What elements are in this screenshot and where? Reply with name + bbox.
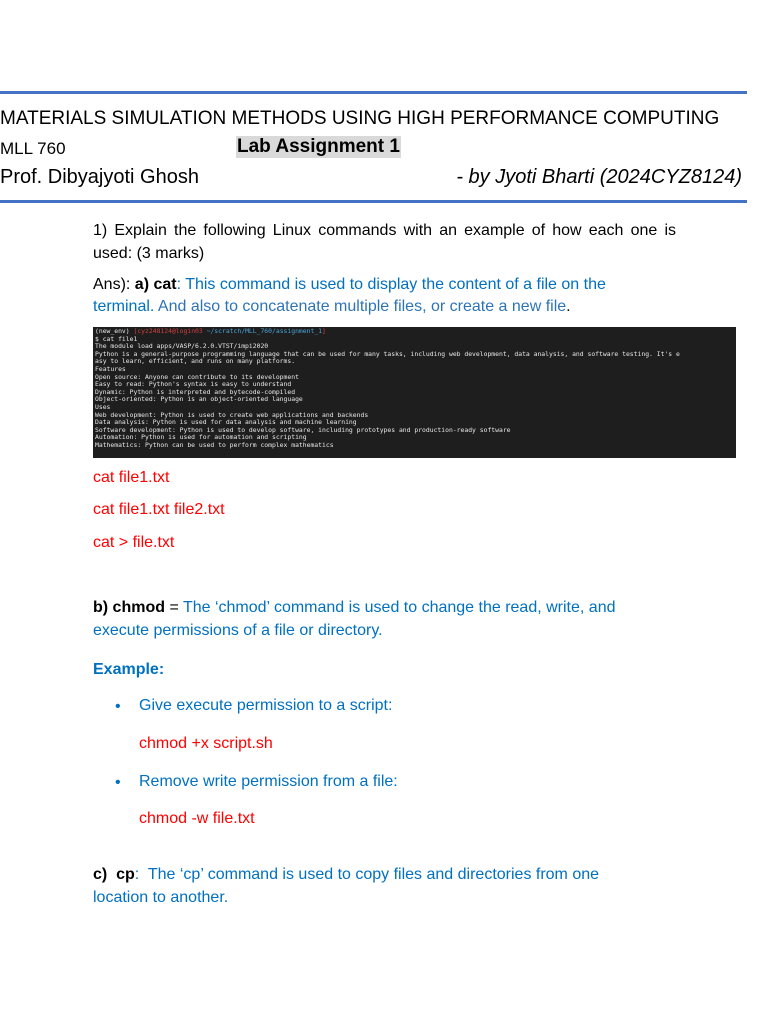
bullet-1: • bbox=[115, 698, 121, 715]
terminal-line: Web development: Python is used to create web applications and backends bbox=[95, 410, 369, 419]
terminal-prompt: (new_env) [cyz248124@login03 ~/scratch/MLL_760/assignment_1] bbox=[95, 327, 326, 335]
chmod-section bbox=[93, 596, 653, 642]
chmod-sep: = bbox=[165, 599, 183, 616]
chmod-label: b) chmod bbox=[93, 599, 165, 616]
cat-label: a) cat bbox=[134, 276, 177, 293]
header-rule-top bbox=[0, 91, 747, 94]
terminal-line: asy to learn, efficient, and runs on many platforms. bbox=[95, 357, 296, 366]
cat-example-1: cat file1.txt bbox=[93, 469, 170, 486]
cat-example-2: cat file1.txt file2.txt bbox=[93, 501, 225, 518]
terminal-line: Data analysis: Python is used for data analysis and machine learning bbox=[95, 418, 357, 427]
terminal-line: Automation: Python is used for automation and scripting bbox=[95, 433, 307, 442]
cat-desc-2: And also to concatenate multiple files, or create a new file bbox=[154, 298, 567, 315]
cat-desc-1: This command is used to display the content of a file on the terminal. bbox=[93, 276, 606, 315]
cat-period: . bbox=[566, 298, 571, 315]
cat-sep: : bbox=[176, 276, 182, 293]
chmod-item-1-cmd: chmod +x script.sh bbox=[139, 735, 273, 752]
ans-prefix: Ans): bbox=[93, 276, 131, 293]
terminal-line: The module load apps/VASP/6.2.0.VTST/impi2020 bbox=[95, 342, 269, 351]
terminal-line: Object-oriented: Python is an object-oriented language bbox=[95, 395, 303, 404]
cp-label: c) cp bbox=[93, 866, 135, 883]
author-name: - by Jyoti Bharti (2024CYZ8124) bbox=[456, 166, 742, 188]
terminal-line: Software development: Python is used to develop software, including prototypes and production-ready software bbox=[95, 425, 511, 434]
assignment-title: Lab Assignment 1 bbox=[237, 136, 400, 157]
cp-desc: The ‘cp’ command is used to copy files and directories from one location to another. bbox=[93, 866, 604, 906]
professor-name: Prof. Dibyajyoti Ghosh bbox=[0, 166, 199, 188]
terminal-line: Features bbox=[95, 364, 126, 373]
terminal-line: Uses bbox=[95, 402, 111, 411]
terminal-line: Python is a general-purpose programming language that can be used for many tasks, including web development, data analysis, and software testing. It's e bbox=[95, 349, 680, 358]
course-title: MATERIALS SIMULATION METHODS USING HIGH PERFORMANCE COMPUTING bbox=[0, 108, 720, 129]
bullet-2: • bbox=[115, 774, 121, 791]
header-rule-bottom bbox=[0, 200, 747, 203]
question-1: 1) Explain the following Linux commands with an example of how each one is used: (3 marks) bbox=[93, 222, 676, 262]
terminal-line: Open source: Anyone can contribute to its development bbox=[95, 372, 299, 381]
course-code: MLL 760 bbox=[0, 139, 66, 158]
terminal-line: Mathematics: Python can be used to perform complex mathematics bbox=[95, 440, 334, 449]
terminal-line: Easy to read: Python's syntax is easy to understand bbox=[95, 380, 292, 389]
chmod-item-2-text: Remove write permission from a file: bbox=[139, 773, 398, 790]
terminal-screenshot bbox=[93, 327, 736, 458]
chmod-item-1-text: Give execute permission to a script: bbox=[139, 697, 393, 714]
terminal-line: $ cat file1 bbox=[95, 334, 138, 343]
chmod-desc: The ‘chmod’ command is used to change the read, write, and execute permissions of a file or directory. bbox=[93, 599, 616, 639]
chmod-item-2-cmd: chmod -w file.txt bbox=[139, 810, 255, 827]
terminal-output bbox=[95, 336, 734, 450]
cp-section bbox=[93, 863, 653, 909]
cat-example-3: cat > file.txt bbox=[93, 534, 175, 551]
example-label: Example: bbox=[93, 661, 165, 678]
cp-sep: : bbox=[134, 866, 140, 883]
cat-answer bbox=[93, 274, 653, 318]
terminal-line: Dynamic: Python is interpreted and bytecode-compiled bbox=[95, 387, 296, 396]
